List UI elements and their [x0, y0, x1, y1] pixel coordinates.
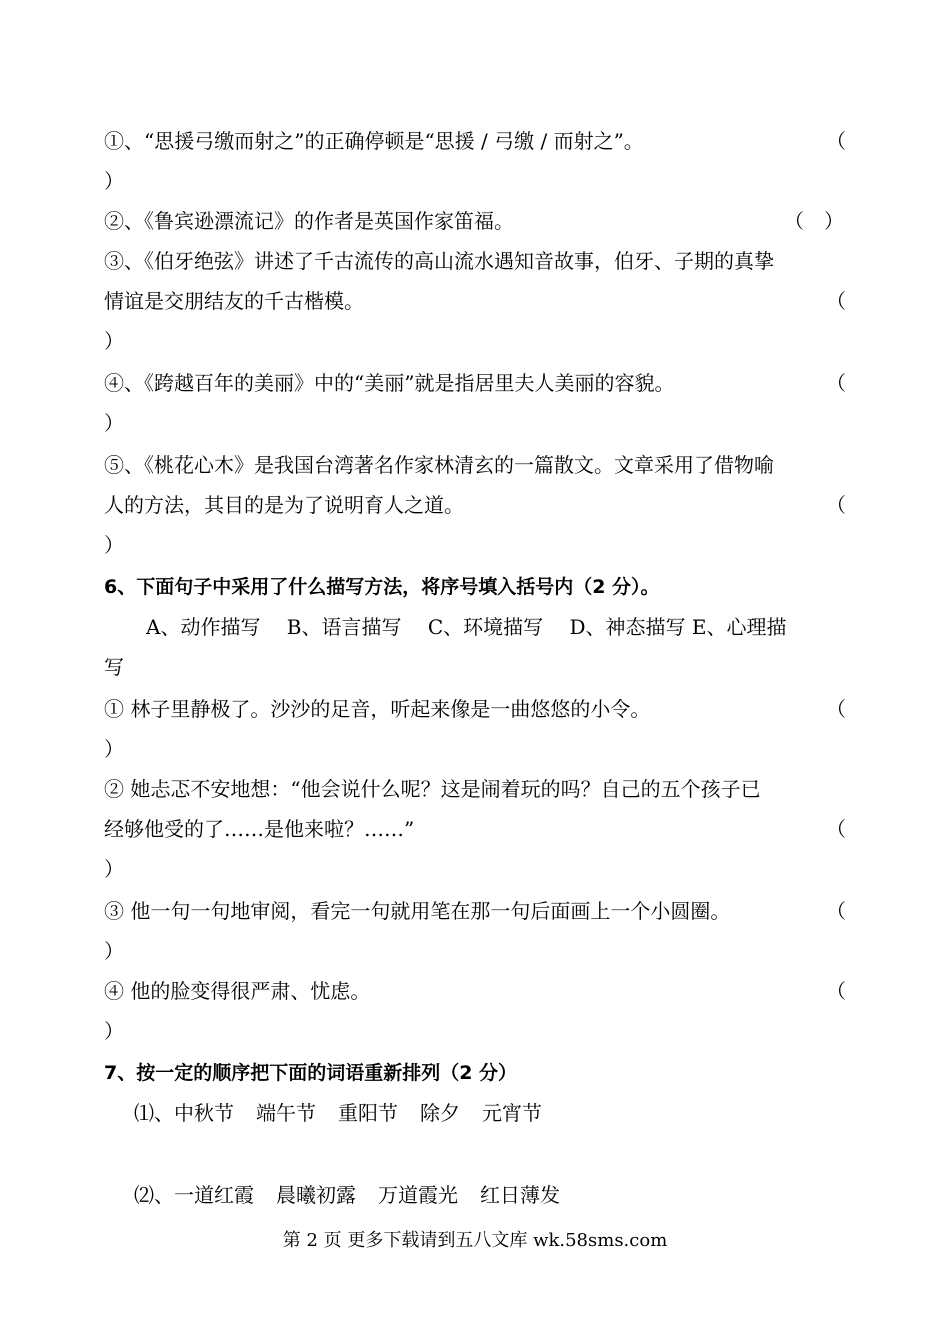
q6-item-2-text-1: ② 她忐忑不安地想：“他会说什么呢？这是闹着玩的吗？自己的五个孩子已 — [104, 777, 761, 801]
q6-item-3-line — [104, 897, 846, 925]
judgment-5-line2 — [104, 491, 846, 519]
q6-item-1-answer-paren-open: （ — [826, 697, 846, 721]
judgment-1-text: ①、“思援弓缴而射之”的正确停顿是“思援 / 弓缴 / 而射之”。 — [104, 129, 644, 153]
judgment-1-answer-paren-close: ） — [104, 169, 124, 193]
q7-row-2 — [134, 1181, 834, 1209]
q6-item-3-answer-paren-close: ） — [104, 939, 124, 963]
question-6-options-cont: 写 — [104, 655, 124, 679]
judgment-5-text-2: 人的方法，其目的是为了说明育人之道。 — [104, 493, 464, 517]
q7-row-2-word: 一道红霞 — [174, 1183, 254, 1207]
q7-row-1-word: 重阳节 — [338, 1101, 398, 1125]
judgment-5-text-1: ⑤、《桃花心木》是我国台湾著名作家林清玄的一篇散文。文章采用了借物喻 — [104, 453, 774, 477]
judgment-2-answer-paren-close: ） — [824, 209, 844, 233]
page-footer: 第 2 页 更多下载请到五八文库 wk.58sms.com — [282, 1230, 668, 1251]
q6-item-3-answer-paren-open: （ — [826, 899, 846, 923]
q6-item-4-line — [104, 977, 846, 1005]
judgment-3-line1 — [104, 247, 846, 275]
judgment-5-line1 — [104, 451, 846, 479]
judgment-5-answer-paren-close: ） — [104, 533, 124, 557]
q6-item-4-answer-paren-open: （ — [826, 979, 846, 1003]
judgment-3-text-2: 情谊是交朋结友的千古楷模。 — [104, 289, 364, 313]
judgment-4-text: ④、《跨越百年的美丽》中的“美丽”就是指居里夫人美丽的容貌。 — [104, 371, 675, 395]
q7-row-1-word: 元宵节 — [482, 1101, 542, 1125]
q7-row-1-word: 中秋节 — [174, 1101, 234, 1125]
q7-row-2-word: 万道霞光 — [378, 1183, 458, 1207]
q6-item-2-text-2: 经够他受的了……是他来啦？……” — [104, 817, 415, 841]
q6-item-2-line1 — [104, 775, 846, 803]
q6-item-1-answer-paren-close: ） — [104, 737, 124, 761]
q6-item-2-answer-paren-close: ） — [104, 857, 124, 881]
q6-item-1-text: ① 林子里静极了。沙沙的足音，听起来像是一曲悠悠的小令。 — [104, 697, 651, 721]
q7-row-2-word: 红日薄发 — [480, 1183, 560, 1207]
q6-item-1-line — [104, 695, 846, 723]
q7-row-2-word: 晨曦初露 — [276, 1183, 356, 1207]
q6-item-2-answer-paren-open: （ — [826, 817, 846, 841]
q7-row-1-word: 除夕 — [420, 1101, 460, 1125]
question-6-title: 6、下面句子中采用了什么描写方法，将序号填入括号内（2 分）。 — [104, 576, 660, 598]
judgment-3-answer-paren-close: ） — [104, 329, 124, 353]
q6-item-4-answer-paren-close: ） — [104, 1019, 124, 1043]
judgment-2-line — [104, 207, 846, 235]
judgment-2-text: ②、《鲁宾逊漂流记》的作者是英国作家笛福。 — [104, 209, 514, 233]
q7-row-2-label: ⑵、 — [134, 1183, 174, 1207]
judgment-3-answer-paren-open: （ — [826, 289, 846, 313]
judgment-4-answer-paren-close: ） — [104, 411, 124, 435]
q7-row-1-label: ⑴、 — [134, 1101, 174, 1125]
judgment-5-answer-paren-open: （ — [826, 493, 846, 517]
judgment-3-text-1: ③、《伯牙绝弦》讲述了千古流传的高山流水遇知音故事，伯牙、子期的真挚 — [104, 249, 774, 273]
judgment-3-line2 — [104, 287, 846, 315]
q7-row-1 — [134, 1099, 834, 1127]
q6-item-3-text: ③ 他一句一句地审阅，看完一句就用笔在那一句后面画上一个小圆圈。 — [104, 899, 731, 923]
judgment-4-line — [104, 369, 846, 397]
q6-item-4-text: ④ 他的脸变得很严肃、忧虑。 — [104, 979, 371, 1003]
q6-item-2-line2 — [104, 815, 846, 843]
judgment-4-answer-paren-open: （ — [826, 371, 846, 395]
judgment-2-answer-paren-open: （ — [784, 209, 804, 233]
q7-row-1-word: 端午节 — [256, 1101, 316, 1125]
judgment-1-answer-paren-open: （ — [826, 129, 846, 153]
question-7-title: 7、按一定的顺序把下面的词语重新排列（2 分） — [104, 1062, 518, 1084]
question-6-options: A、动作描写 B、语言描写 C、环境描写 D、神态描写 E、心理描 — [146, 615, 787, 639]
judgment-1-line — [104, 127, 846, 155]
